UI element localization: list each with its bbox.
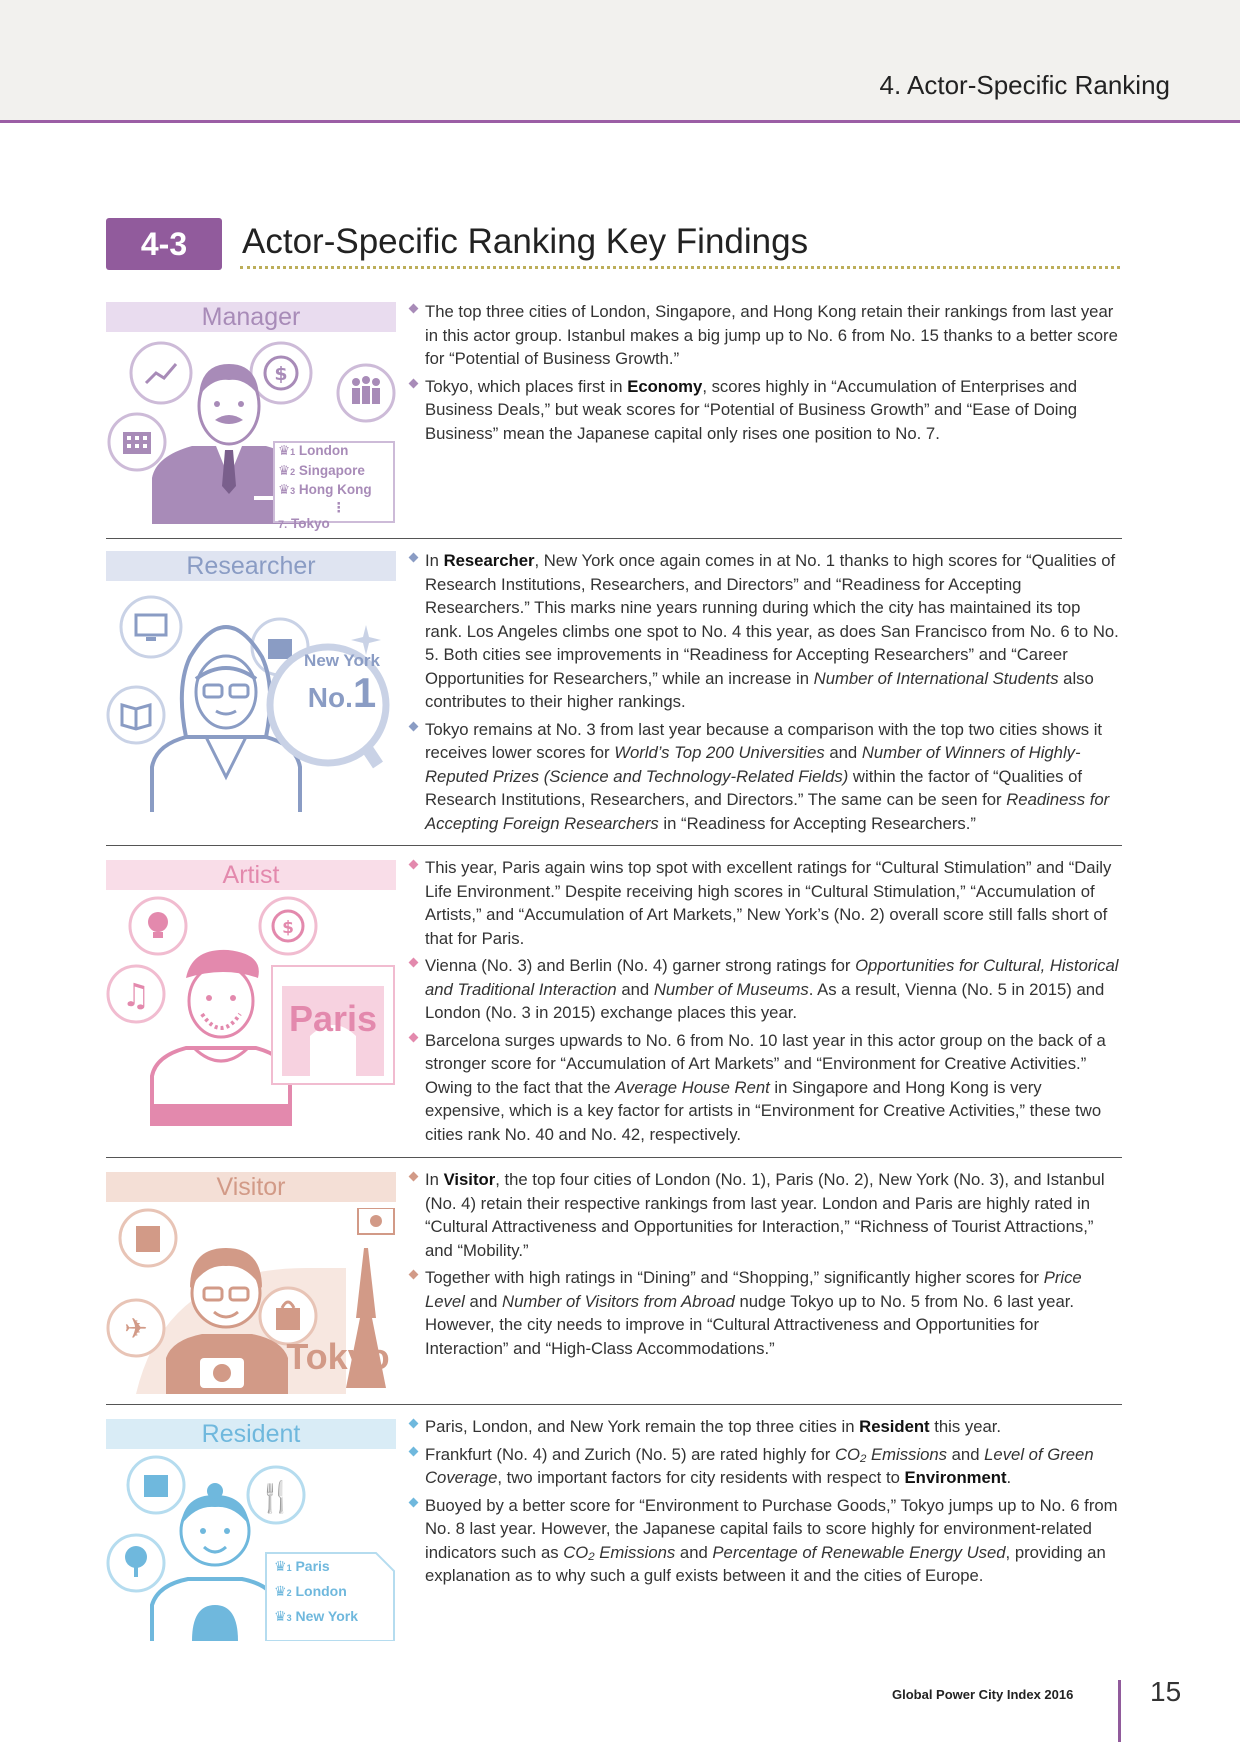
chapter-title: 4. Actor-Specific Ranking bbox=[879, 70, 1170, 100]
visitor-section bbox=[106, 1157, 1122, 1404]
crown-icon: ♛ bbox=[274, 1558, 287, 1574]
visitor-paragraph-2: Together with high ratings in “Dining” and “Shopping,” significantly higher scores for Price Level and Number of Visitors from Abroad nudge Tokyo up to No. 5 from No. 6 last year. However, the city needs to improve in “Cultural Attractiveness and Opportunities for Interaction” and “High-Class Accommodations.” bbox=[410, 1266, 1122, 1360]
title-dotted-rule bbox=[240, 266, 1120, 269]
visitor-text bbox=[410, 1168, 1122, 1364]
rank-city: London bbox=[295, 1583, 347, 1599]
artist-paragraph-3: Barcelona surges upwards to No. 6 from No. 10 last year in this actor group on the back of a stronger score for “Accumulation of Art Markets” and “Environment for Creative Activities.” Owing to the fact that the Average House Rent in Singapore and Hong Kong is very expensive, which is a key factor for artists in “Environment for Creative Activities,” these two cities rank No. 40 and No. 42, respectively. bbox=[410, 1029, 1122, 1147]
svg-text:$: $ bbox=[274, 363, 288, 385]
visitor-label: Visitor bbox=[106, 1172, 396, 1202]
manager-paragraph-1: The top three cities of London, Singapore, and Hong Kong retain their rankings from last year in this actor group. Istanbul makes a big jump up to No. 6 from No. 15 thanks to a better score for “Potential of Business Growth.” bbox=[410, 300, 1122, 371]
manager-text bbox=[410, 300, 1122, 449]
header-band bbox=[0, 0, 1240, 123]
crown-icon: ♛ bbox=[278, 462, 291, 478]
manager-label: Manager bbox=[106, 302, 396, 332]
resident-text bbox=[410, 1415, 1122, 1592]
researcher-label: Researcher bbox=[106, 551, 396, 581]
visitor-paragraph-1: In Visitor, the top four cities of London (No. 1), Paris (No. 2), New York (No. 3), and Istanbul (No. 4) retain their respective rankings from last year. London and Paris are highly rated in “Cultural Attractiveness and Opportunities for Interaction,” “Richness of Tourist Attractions,” and “Mobility.” bbox=[410, 1168, 1122, 1262]
manager-section bbox=[106, 300, 1122, 536]
resident-paragraph-2: Frankfurt (No. 4) and Zurich (No. 5) are rated highly for CO₂ Emissions and Level of Green Coverage, two important factors for city residents with respect to Environment. bbox=[410, 1443, 1122, 1490]
crown-icon: ♛ bbox=[278, 482, 291, 497]
crown-icon: ♛ bbox=[274, 1583, 287, 1599]
rank-city: Hong Kong bbox=[298, 482, 372, 497]
resident-ranking-list: ♛1 Paris ♛2 London ♛3 New York bbox=[274, 1558, 358, 1624]
resident-section bbox=[106, 1404, 1122, 1645]
svg-text:✈: ✈ bbox=[124, 1312, 148, 1345]
artist-text bbox=[410, 856, 1122, 1150]
manager-paragraph-2: Tokyo, which places first in Economy, scores highly in “Accumulation of Enterprises and Business Deals,” but weak scores for “Potential of Business Growth” and “Ease of Doing Business” mean the Japanese capital only rises one position to No. 7. bbox=[410, 375, 1122, 446]
resident-paragraph-3: Buoyed by a better score for “Environment to Purchase Goods,” Tokyo jumps up to No. 6 from No. 8 last year. However, the Japanese capital fails to score highly for environment-related indicators such as CO₂ Emissions and Percentage of Renewable Energy Used, providing an explanation as to why such a gulf exists between it and the cities of Europe. bbox=[410, 1494, 1122, 1588]
researcher-city: New York bbox=[304, 651, 380, 670]
rank-city: Singapore bbox=[298, 462, 365, 478]
svg-text:🍴: 🍴 bbox=[257, 1480, 295, 1515]
resident-label: Resident bbox=[106, 1419, 396, 1449]
svg-text:$: $ bbox=[282, 918, 294, 938]
svg-text:♫: ♫ bbox=[121, 976, 151, 1014]
section-title: Actor-Specific Ranking Key Findings bbox=[242, 222, 809, 261]
visitor-city: Tokyo bbox=[286, 1336, 390, 1377]
artist-section bbox=[106, 845, 1122, 1157]
page-number: 15 bbox=[1150, 1676, 1182, 1707]
researcher-paragraph-2: Tokyo remains at No. 3 from last year because a comparison with the top two cities shows it receives lower scores for World’s Top 200 Universities and Number of Winners of Highly-Reputed Prizes (Science and Technology-Related Fields) within the factor of “Qualities of Research Institutions, Researchers, and Directors.” The same can be seen for Readiness for Accepting Foreign Researchers in “Readiness for Accepting Researchers.” bbox=[410, 718, 1122, 836]
crown-icon: ♛ bbox=[274, 1608, 287, 1624]
artist-paragraph-1: This year, Paris again wins top spot with excellent ratings for “Cultural Stimulation” and “Daily Life Environment.” Despite receiving high scores in “Cultural Stimulation,” “Accumulation of Artists,” and “Accumulation of Art Markets,” New York’s (No. 2) overall score still falls short of that for Paris. bbox=[410, 856, 1122, 950]
footer-divider bbox=[1118, 1680, 1121, 1742]
ellipsis: ⋮ bbox=[332, 499, 346, 515]
artist-label: Artist bbox=[106, 860, 396, 890]
footer-brand: Global Power City Index 2016 bbox=[892, 1687, 1074, 1702]
manager-ranking-list: ♛1 London ♛2 Singapore ♛3 Hong Kong ⋮ 7. Tokyo bbox=[278, 442, 392, 534]
resident-paragraph-1: Paris, London, and New York remain the top three cities in Resident this year. bbox=[410, 1415, 1122, 1439]
researcher-section bbox=[106, 538, 1122, 845]
artist-city: Paris bbox=[288, 998, 378, 1039]
researcher-paragraph-1: In Researcher, New York once again comes in at No. 1 thanks to high scores for “Qualities of Research Institutions, Researchers, and Directors” and “Readiness for Accepting Researchers.” This marks nine years running during which the city has maintained its top rank. Los Angeles climbs one spot to No. 4 this year, as does San Francisco from No. 6 to No. 5. Both cities see improvements in “Readiness for Accepting Researchers” and “Career Opportunities for Researchers,” while an increase in Number of International Students also contributes to their higher rankings. bbox=[410, 549, 1122, 714]
crown-icon: ♛ bbox=[278, 443, 291, 458]
rank-city: London bbox=[298, 443, 349, 458]
rank-city: New York bbox=[295, 1608, 358, 1624]
rank-city: Paris bbox=[295, 1558, 330, 1574]
chart-icon bbox=[131, 343, 191, 403]
researcher-text bbox=[410, 549, 1122, 839]
section-number-badge: 4-3 bbox=[106, 218, 222, 270]
artist-paragraph-2: Vienna (No. 3) and Berlin (No. 4) garner strong ratings for Opportunities for Cultural, Historical and Traditional Interaction and Number of Museums. As a result, Vienna (No. 5 in 2015) and London (No. 3 in 2015) exchange places this year. bbox=[410, 954, 1122, 1025]
researcher-rank: No.1 bbox=[307, 669, 377, 716]
coin-purse-icon bbox=[192, 1605, 238, 1641]
rank-city-tokyo: Tokyo bbox=[290, 515, 330, 531]
monitor-icon bbox=[121, 597, 181, 657]
